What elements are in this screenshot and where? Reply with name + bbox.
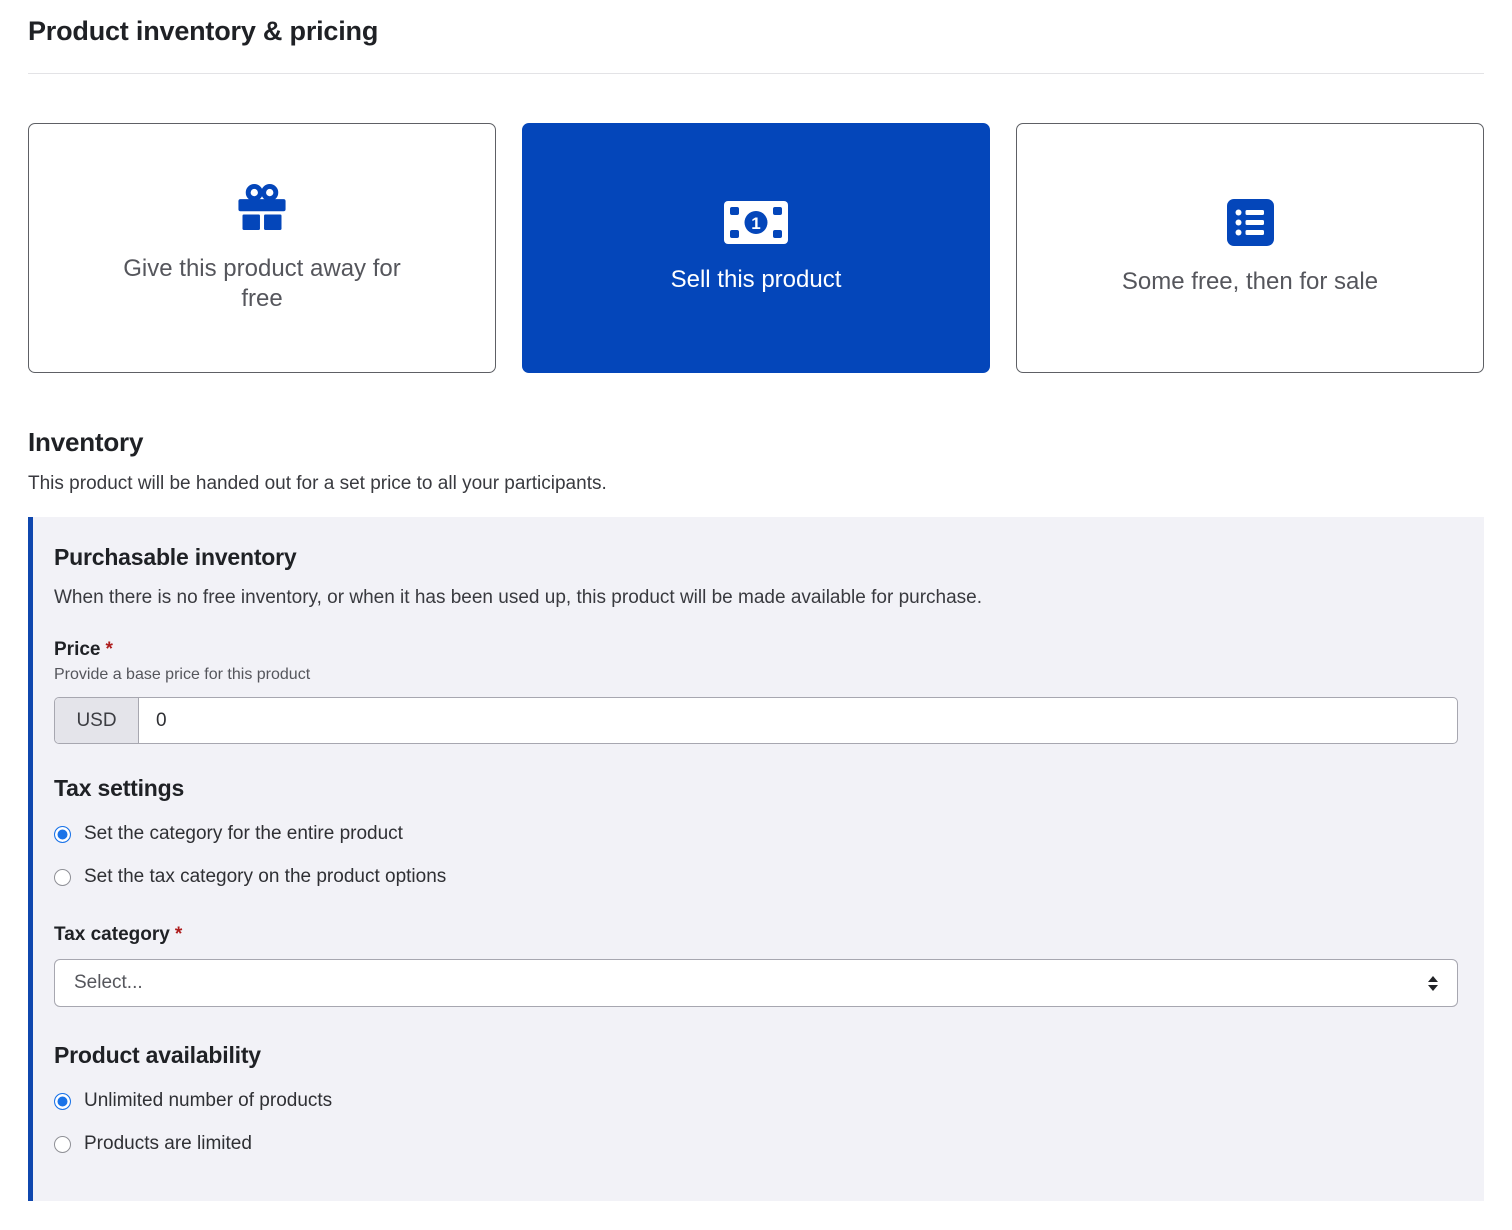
price-help-text: Provide a base price for this product xyxy=(54,666,311,683)
option-card-label: Some free, then for sale xyxy=(1121,268,1379,296)
currency-addon: USD xyxy=(55,698,139,743)
price-label: Price xyxy=(54,639,101,660)
radio-label: Products are limited xyxy=(84,1133,252,1154)
price-label-row xyxy=(54,639,1458,661)
tax-category-selected-value: Select... xyxy=(74,972,143,993)
tax-category-label: Tax category xyxy=(54,924,170,945)
radio-selected-icon[interactable] xyxy=(54,1093,71,1110)
purchasable-inventory-heading: Purchasable inventory xyxy=(54,544,297,570)
radio-label: Set the tax category on the product options xyxy=(84,866,447,887)
option-card-give-free[interactable] xyxy=(28,123,496,373)
title-divider xyxy=(28,73,1484,74)
option-card-some-free-then-sale[interactable] xyxy=(1016,123,1484,373)
option-card-label: Give this product away for free xyxy=(123,255,401,312)
inventory-description: This product will be handed out for a set price to all your participants. xyxy=(28,473,607,494)
radio-label: Set the category for the entire product xyxy=(84,823,403,844)
price-input-group xyxy=(54,697,1458,744)
radio-label: Unlimited number of products xyxy=(84,1090,333,1111)
list-icon xyxy=(1227,199,1274,251)
select-updown-arrows-icon xyxy=(1428,976,1438,991)
option-card-label: Sell this product xyxy=(670,266,842,294)
tax-category-label-row xyxy=(54,924,1458,946)
price-input[interactable] xyxy=(139,698,1457,743)
tax-category-select[interactable] xyxy=(54,959,1458,1007)
price-required-asterisk: * xyxy=(105,639,113,660)
tax-category-required-asterisk: * xyxy=(174,924,183,945)
radio-row-unlimited-products[interactable] xyxy=(54,1090,1458,1112)
radio-unselected-icon[interactable] xyxy=(54,869,71,886)
radio-selected-icon[interactable] xyxy=(54,826,71,843)
inventory-heading: Inventory xyxy=(28,427,144,457)
option-card-sell-product[interactable] xyxy=(522,123,990,373)
radio-unselected-icon[interactable] xyxy=(54,1136,71,1153)
pricing-option-cards xyxy=(28,123,1484,373)
product-availability-heading: Product availability xyxy=(54,1042,261,1068)
tax-settings-heading: Tax settings xyxy=(54,775,185,801)
money-bill-icon xyxy=(724,201,788,249)
radio-row-products-limited[interactable] xyxy=(54,1133,1458,1155)
radio-row-category-entire-product[interactable] xyxy=(54,823,1458,845)
product-inventory-pricing-page xyxy=(0,16,1512,1201)
radio-row-category-product-options[interactable] xyxy=(54,866,1458,888)
page-title: Product inventory & pricing xyxy=(28,16,379,46)
money-bill-denomination: 1 xyxy=(751,214,761,234)
purchasable-inventory-description: When there is no free inventory, or when it has been used up, this product will be made available for purchase. xyxy=(54,587,983,608)
purchasable-inventory-panel xyxy=(28,517,1484,1201)
gift-icon xyxy=(236,183,288,238)
